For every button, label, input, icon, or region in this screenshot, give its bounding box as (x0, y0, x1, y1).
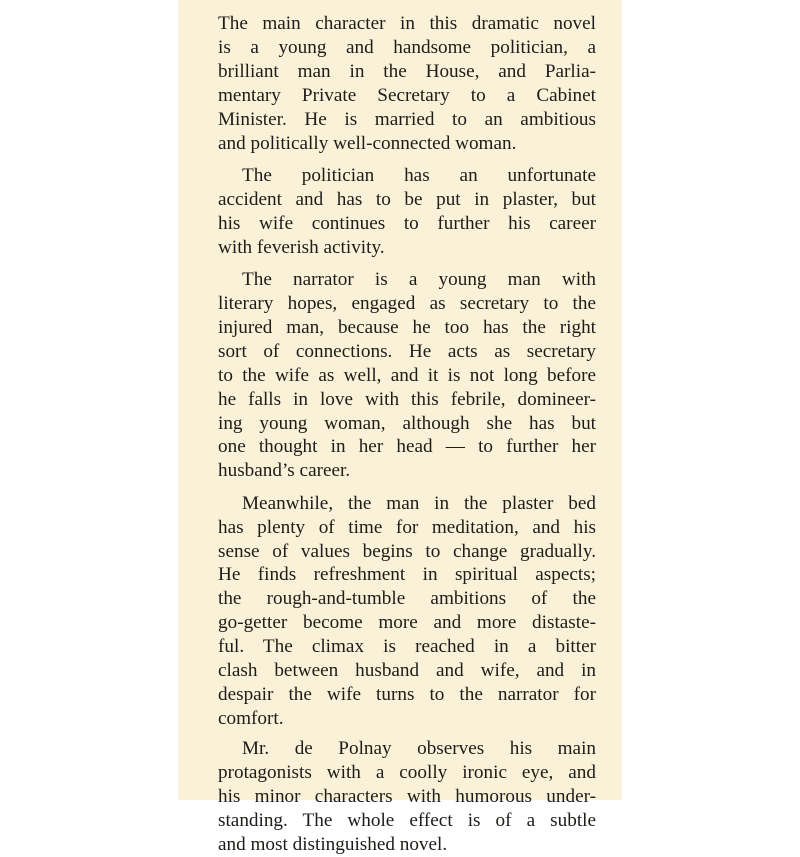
text-line: sense of values begins to change gradually. (218, 540, 596, 562)
text-line: He finds refreshment in spiritual aspects; (218, 564, 596, 586)
text-line: clash between husband and wife, and in (218, 660, 596, 682)
text-line: mentary Private Secretary to a Cabinet (218, 84, 596, 106)
text-line: with feverish activity. (218, 236, 385, 258)
paragraph-5 (218, 737, 596, 857)
text-line: ful. The climax is reached in a bitter (218, 636, 596, 658)
text-line: has plenty of time for meditation, and his (218, 516, 596, 538)
text-line: despair the wife turns to the narrator for (218, 683, 596, 705)
paragraph-1 (218, 12, 596, 155)
review-text (218, 12, 596, 857)
text-line: husband’s career. (218, 460, 351, 482)
text-line: The politician has an unfortunate (242, 164, 596, 186)
text-line: brilliant man in the House, and Parlia- (218, 60, 596, 82)
text-line: The main character in this dramatic novel (218, 13, 596, 34)
text-line: and most distinguished novel. (218, 833, 448, 855)
text-line: accident and has to be put in plaster, but (218, 188, 596, 210)
text-line: injured man, because he too has the right (218, 316, 596, 338)
text-line: his wife continues to further his career (218, 212, 596, 234)
text-line: The narrator is a young man with (242, 269, 596, 291)
paragraph-4 (218, 492, 596, 731)
text-line: he falls in love with this febrile, domineer- (218, 388, 596, 410)
text-line: is a young and handsome politician, a (218, 36, 596, 58)
paragraph-3 (218, 268, 596, 483)
text-line: Minister. He is married to an ambitious (218, 108, 596, 130)
text-line: literary hopes, engaged as secretary to the (218, 292, 596, 314)
text-line: protagonists with a coolly ironic eye, and (218, 762, 596, 784)
paragraph-2 (218, 164, 596, 260)
review-page (178, 0, 622, 855)
text-line: standing. The whole effect is of a subtle (218, 810, 596, 831)
text-line: to the wife as well, and it is not long before (218, 364, 596, 386)
text-line: Meanwhile, the man in the plaster bed (242, 492, 596, 514)
text-line: sort of connections. He acts as secretary (218, 340, 596, 362)
text-line: ing young woman, although she has but (218, 412, 596, 434)
text-line: Mr. de Polnay observes his main (242, 738, 596, 760)
text-line: one thought in her head — to further her (218, 436, 596, 458)
text-line: and politically well-connected woman. (218, 132, 517, 154)
text-line: his minor characters with humorous under- (218, 786, 596, 808)
text-line: the rough-and-tumble ambitions of the (218, 588, 596, 610)
text-line: go-getter become more and more distaste- (218, 612, 596, 634)
text-line: comfort. (218, 707, 284, 729)
